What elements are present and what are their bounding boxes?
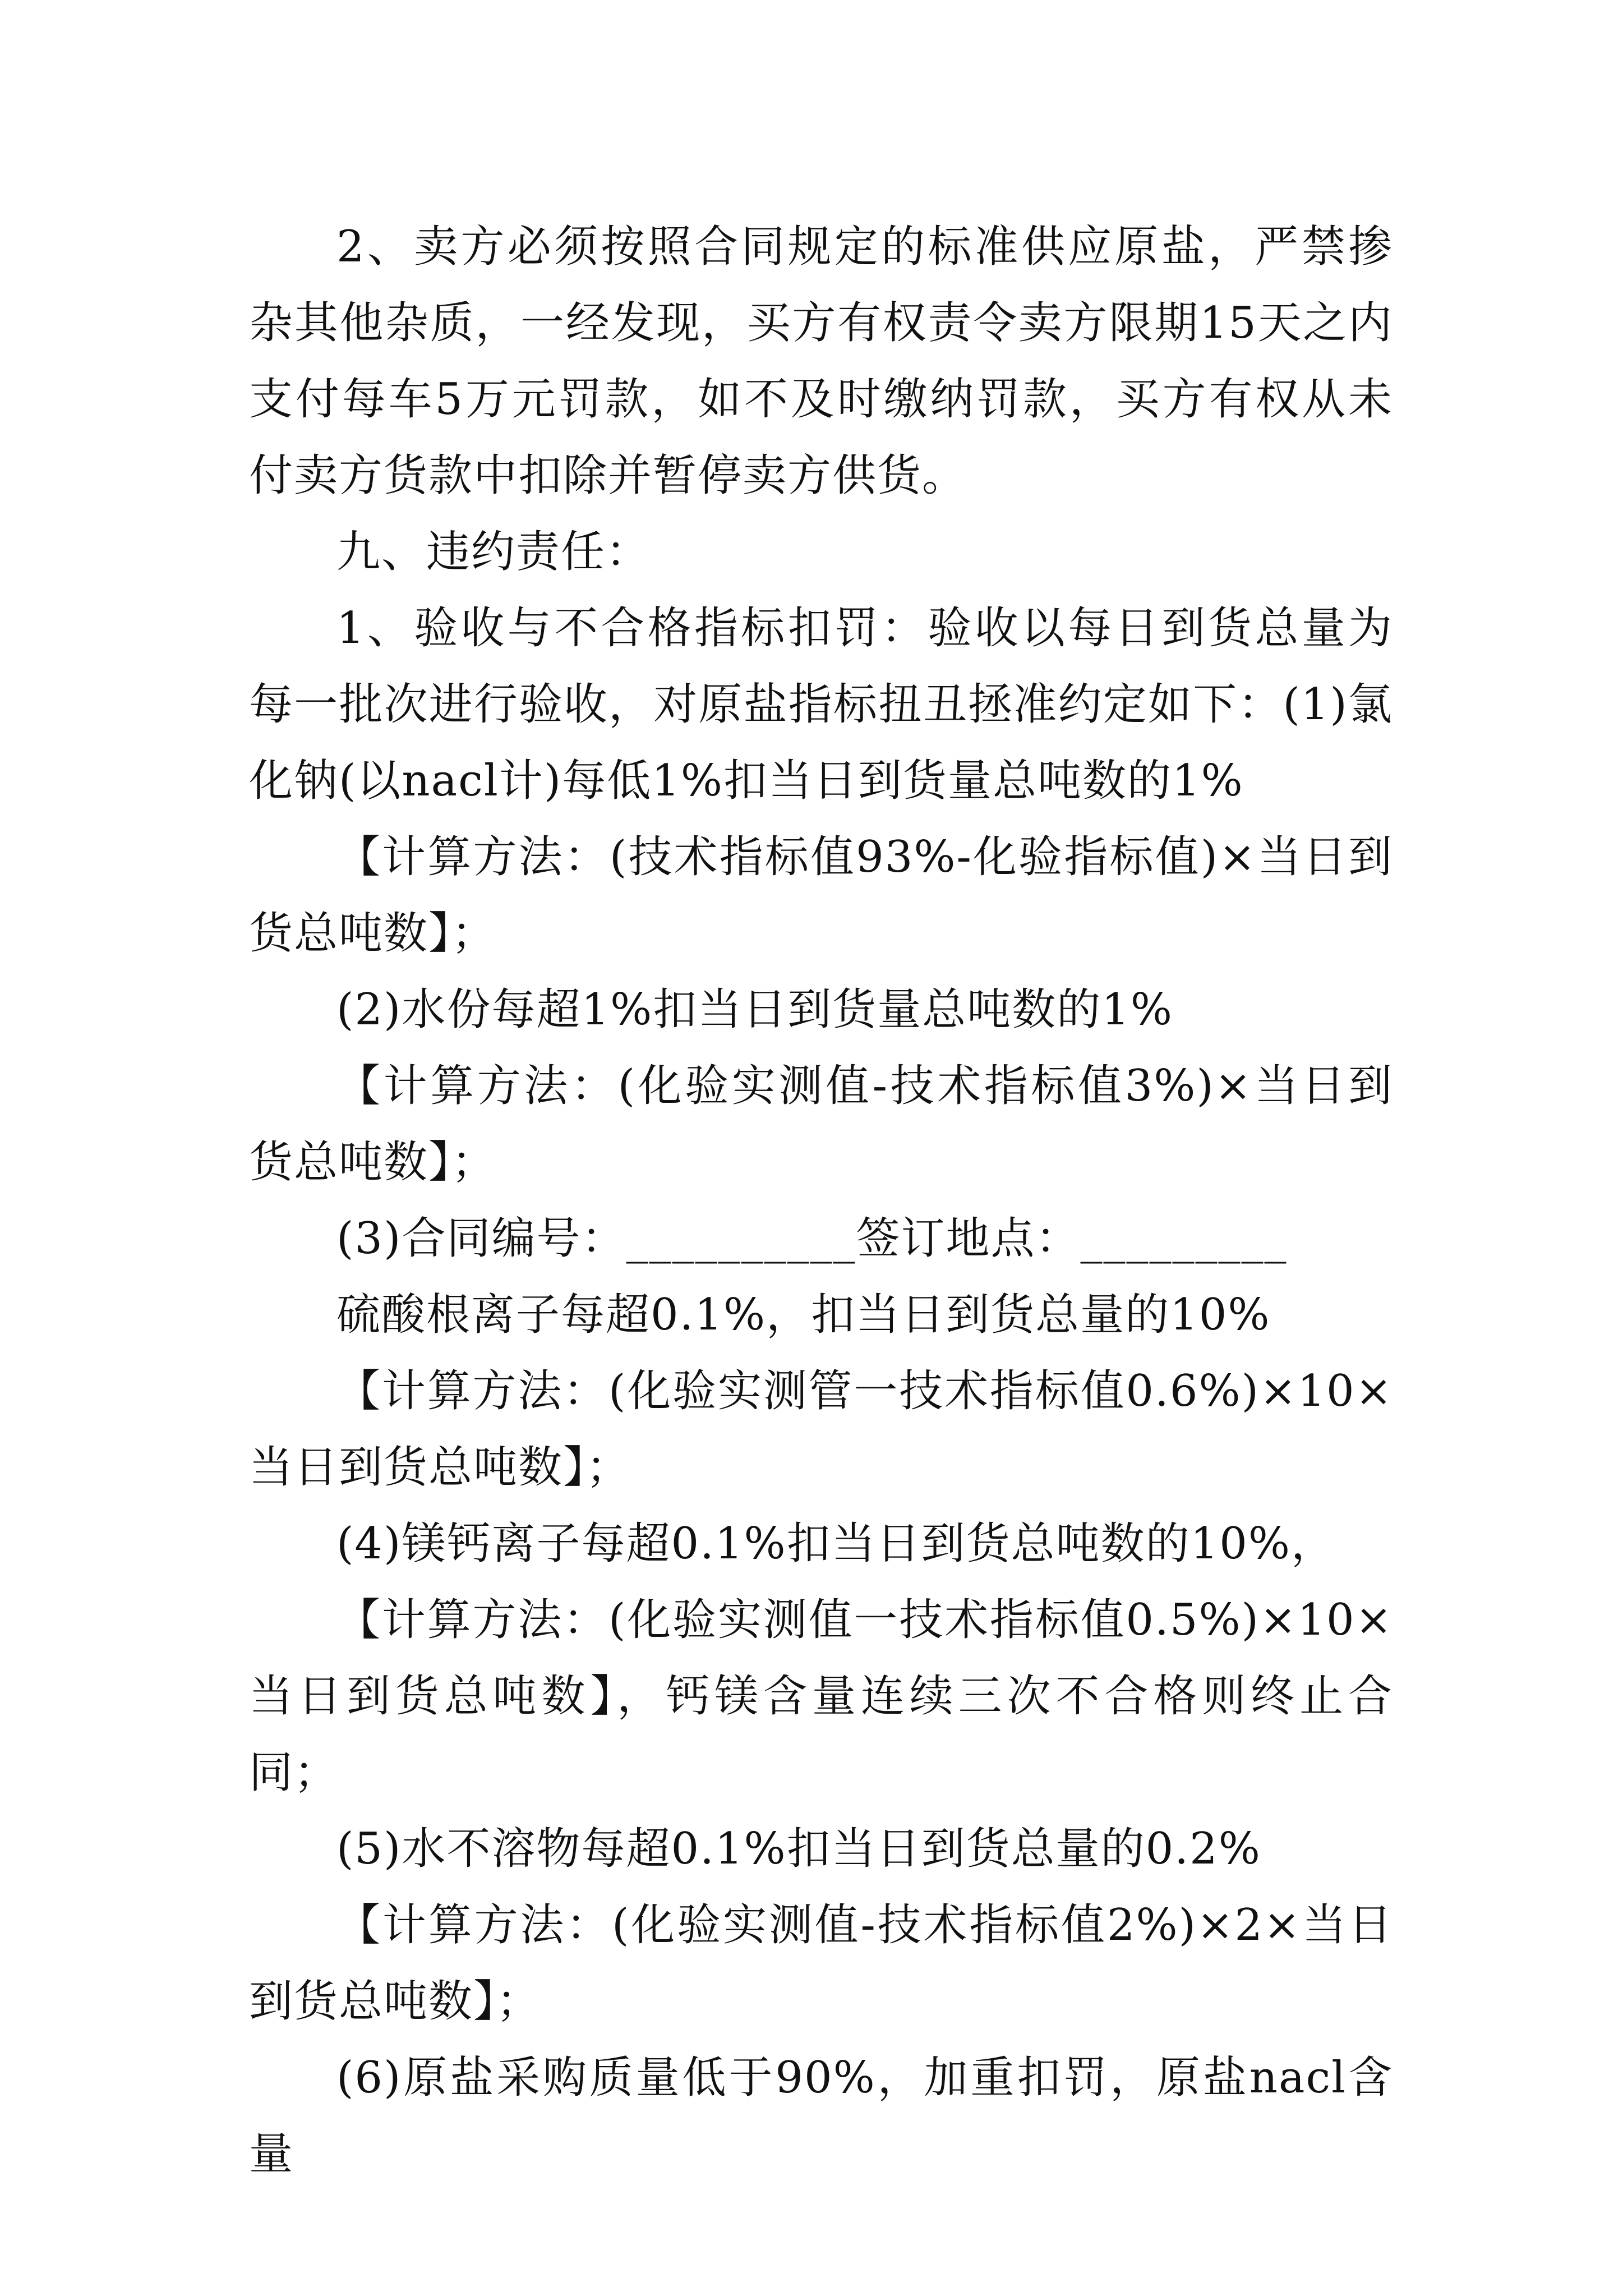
paragraph-calculation-sulfate: 【计算方法：(化验实测管一技术指标值0.6%)×10×当日到货总吨数】； [249, 1366, 1393, 1493]
paragraph-acceptance-penalty: 1、验收与不合格指标扣罚：验收以每日到货总量为每一批次进行验收，对原盐指标扭丑拯准约定如下：(1)氯化钠(以nacl计)每低1%扣当日到货量总吨数的1% [249, 603, 1393, 806]
section-heading-breach-liability: 九、违约责任： [336, 527, 651, 577]
paragraph-seller-supply-standard: 2、卖方必须按照合同规定的标准供应原盐，严禁掺杂其他杂质，一经发现，买方有权责令卖方限期15天之内支付每车5万元罚款，如不及时缴纳罚款，买方有权从未付卖方货款中扣除并暂停卖方供货。 [249, 222, 1393, 501]
paragraph-quality-below-90: (6)原盐采购质量低于90%，加重扣罚，原盐nacl含量 [249, 2053, 1393, 2179]
paragraph-magnesium-calcium: (4)镁钙离子每超0.1%扣当日到货总吨数的10%， [336, 1519, 1336, 1569]
document-body [249, 209, 1393, 2192]
paragraph-calculation-moisture: 【计算方法：(化验实测值-技术指标值3%)×当日到货总吨数】； [249, 1061, 1393, 1188]
paragraph-moisture: (2)水份每超1%扣当日到货量总吨数的1% [336, 984, 1173, 1035]
paragraph-calculation-nacl: 【计算方法：(技术指标值93%-化验指标值)×当日到货总吨数】； [249, 832, 1393, 959]
paragraph-sulfate: 硫酸根离子每超0.1%，扣当日到货总量的10% [336, 1290, 1271, 1340]
paragraph-calculation-insoluble-matter: 【计算方法：(化验实测值-技术指标值2%)×2×当日到货总吨数】； [249, 1900, 1393, 2027]
paragraph-insoluble-matter: (5)水不溶物每超0.1%扣当日到货总量的0.2% [336, 1824, 1261, 1874]
paragraph-calculation-magnesium-calcium: 【计算方法：(化验实测值一技术指标值0.5%)×10×当日到货总吨数】，钙镁含量连续三次不合格则终止合同； [249, 1595, 1393, 1798]
paragraph-contract-number-location: (3)合同编号：__________签订地点：_________ [336, 1213, 1288, 1264]
